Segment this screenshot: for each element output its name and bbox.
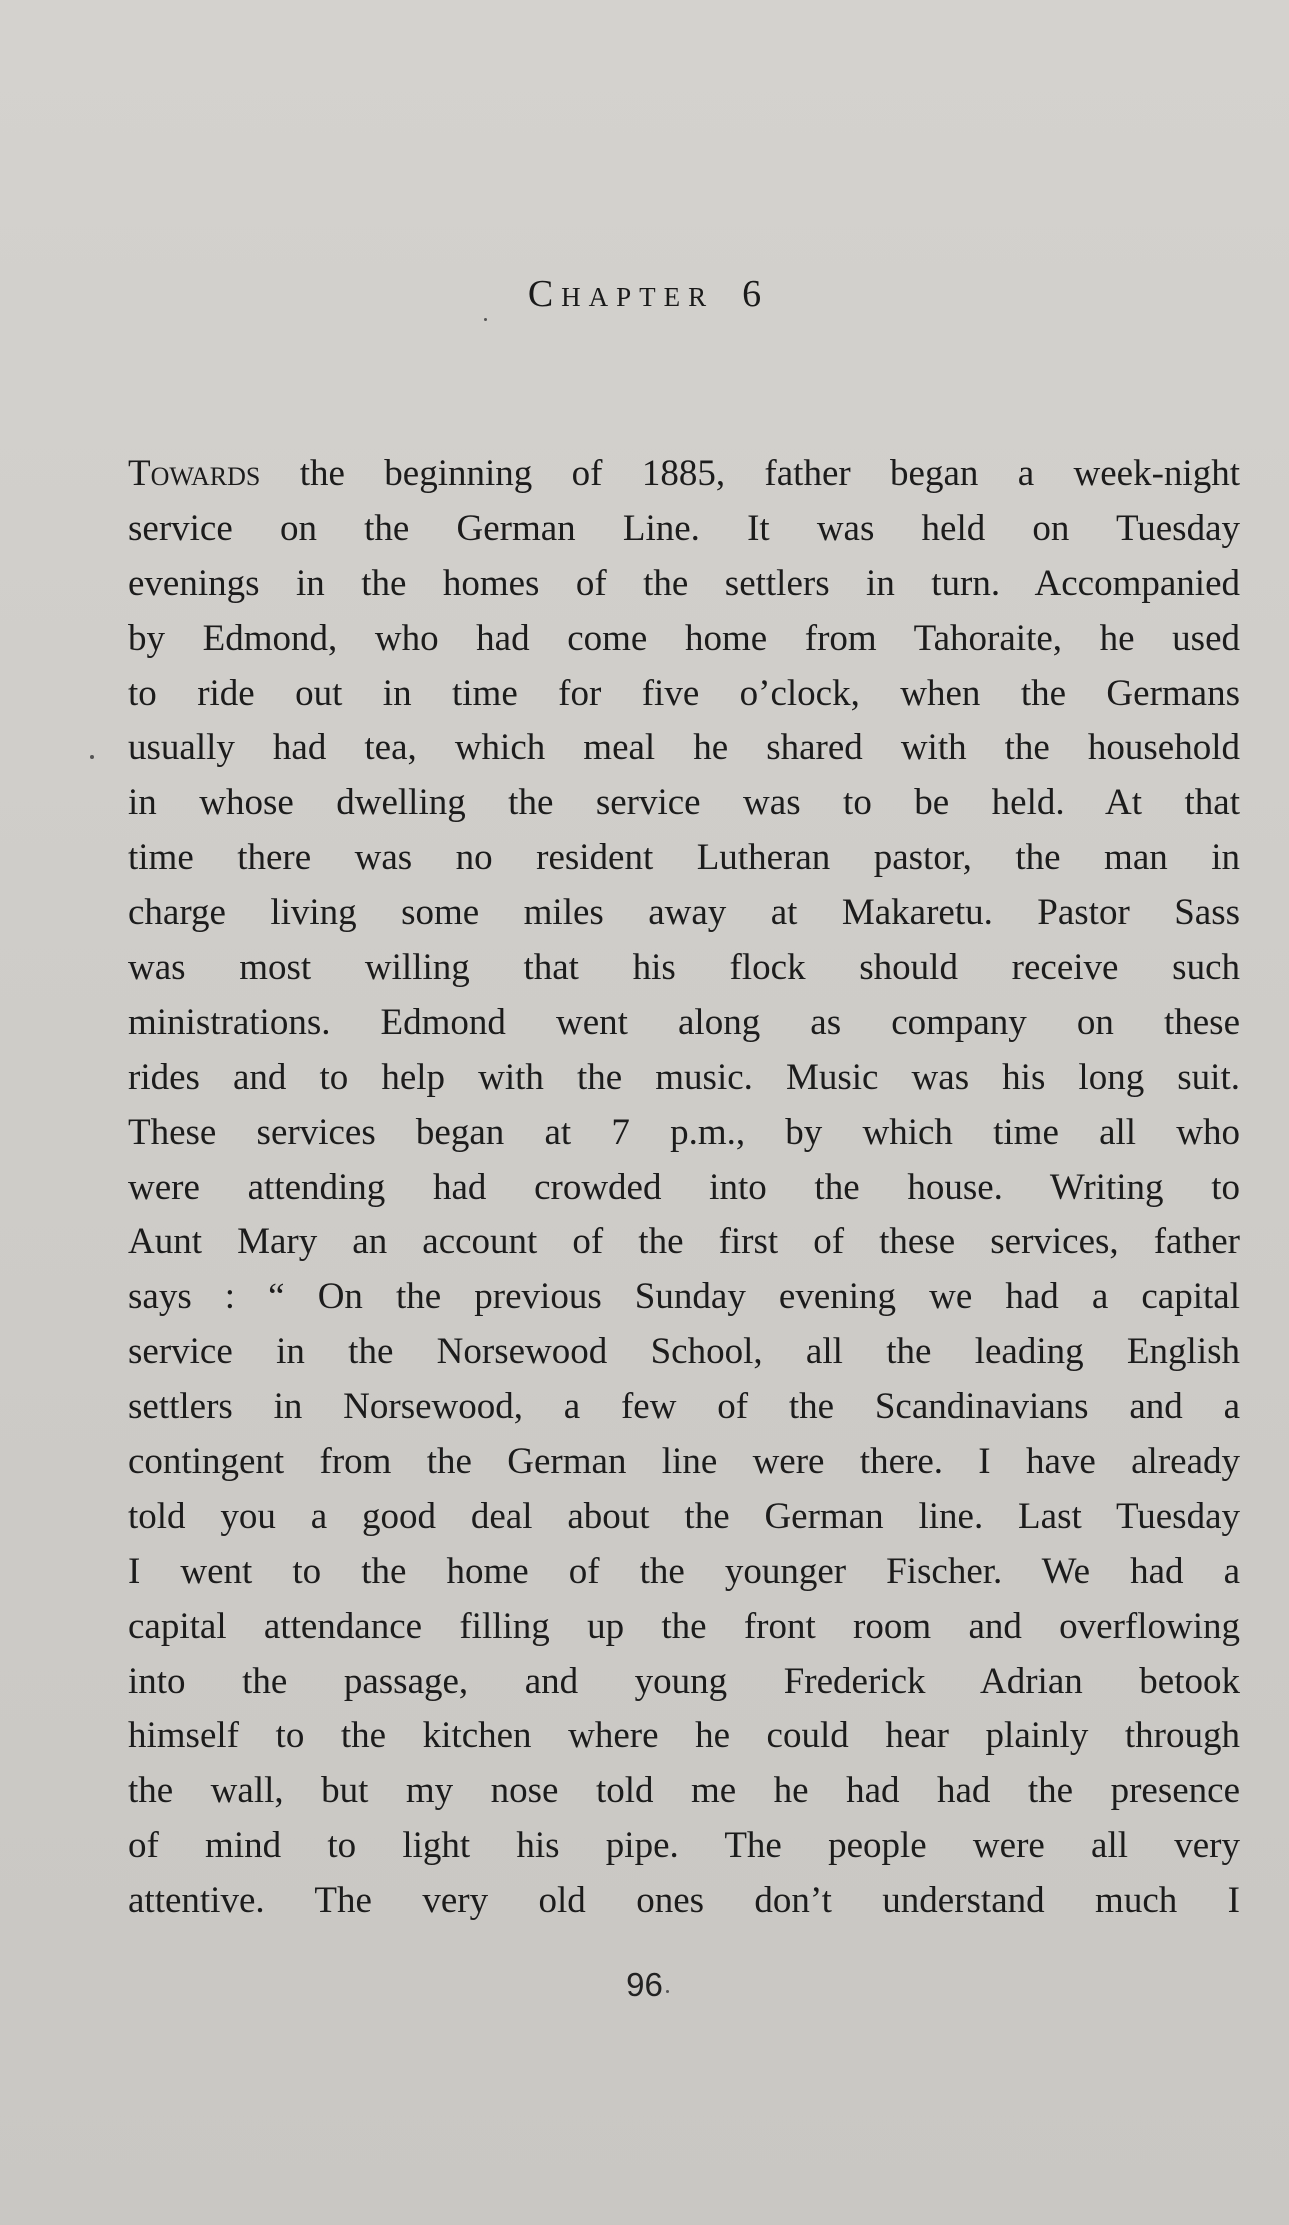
text-line [128, 1709, 1240, 1764]
text-line [128, 886, 1240, 941]
text-line [128, 557, 1240, 612]
text-line-content: were attending had crowded into the house. Writing to [128, 1166, 1240, 1208]
text-line [128, 1325, 1240, 1380]
body-text [128, 447, 1240, 1929]
text-line [128, 1874, 1240, 1929]
text-line [128, 612, 1240, 667]
text-line-content: to ride out in time for five o’clock, when the Germans [128, 672, 1240, 714]
text-line [128, 776, 1240, 831]
text-line-content: capital attendance filling up the front room and overflowing [128, 1605, 1240, 1647]
text-line [128, 1051, 1240, 1106]
paper-speck [484, 318, 487, 321]
text-line-content: settlers in Norsewood, a few of the Scandinavians and a [128, 1386, 1240, 1428]
text-line [128, 1490, 1240, 1545]
text-line-content: the beginning of 1885, father began a week-night [260, 453, 1240, 494]
text-line-content: time there was no resident Lutheran pastor, the man in [128, 837, 1240, 879]
text-line-content: himself to the kitchen where he could hear plainly through [128, 1715, 1240, 1757]
chapter-heading [0, 272, 1289, 316]
text-line [128, 996, 1240, 1051]
text-line-content: contingent from the German line were there. I have already [128, 1441, 1240, 1483]
text-line-content: was most willing that his flock should receive such [128, 947, 1240, 989]
text-line [128, 1655, 1240, 1710]
chapter-number: 6 [742, 273, 762, 315]
text-line-content: told you a good deal about the German line. Last Tuesday [128, 1495, 1240, 1537]
text-line [128, 1215, 1240, 1270]
text-line [128, 941, 1240, 996]
text-line [128, 1819, 1240, 1874]
text-line-content: into the passage, and young Frederick Adrian betook [128, 1660, 1240, 1702]
text-line-content: in whose dwelling the service was to be held. At that [128, 782, 1240, 824]
text-line-content: attentive. The very old ones don’t understand much I [128, 1880, 1240, 1922]
text-line-content: the wall, but my nose told me he had had the presence [128, 1770, 1240, 1812]
text-line-content: says : “ On the previous Sunday evening we had a capital [128, 1276, 1240, 1318]
text-line-content: of mind to light his pipe. The people were all very [128, 1825, 1240, 1867]
text-line [128, 1380, 1240, 1435]
text-line [128, 1764, 1240, 1819]
text-line-content: usually had tea, which meal he shared with the household [128, 727, 1240, 769]
chapter-label: Chapter [527, 273, 715, 315]
text-line-content: rides and to help with the music. Music was his long suit. [128, 1056, 1240, 1098]
text-line [128, 1161, 1240, 1216]
text-line [128, 1545, 1240, 1600]
text-line-content: by Edmond, who had come home from Tahoraite, he used [128, 617, 1240, 659]
text-line [128, 502, 1240, 557]
text-line [128, 1270, 1240, 1325]
opening-word: Towards [128, 453, 261, 494]
text-line [128, 721, 1240, 776]
text-line-content: These services began at 7 p.m., by which time all who [128, 1111, 1240, 1153]
text-line-content: ministrations. Edmond went along as company on these [128, 1001, 1240, 1043]
text-line-content: service on the German Line. It was held on Tuesday [128, 507, 1240, 549]
text-line [128, 1106, 1240, 1161]
text-line-content: service in the Norsewood School, all the leading English [128, 1331, 1240, 1373]
text-line-content: charge living some miles away at Makaretu. Pastor Sass [128, 892, 1240, 934]
paper-speck [666, 1990, 669, 1993]
text-line-content: evenings in the homes of the settlers in turn. Accompanied [128, 562, 1240, 604]
text-line-content: I went to the home of the younger Fischer. We had a [128, 1550, 1240, 1592]
paper-speck [90, 755, 94, 759]
text-line [128, 667, 1240, 722]
page-number: 96 [626, 1966, 663, 2003]
text-line [128, 1600, 1240, 1655]
text-line [128, 1435, 1240, 1490]
text-line [128, 447, 1240, 502]
text-line [128, 831, 1240, 886]
text-line-content: Aunt Mary an account of the first of these services, father [128, 1221, 1240, 1263]
